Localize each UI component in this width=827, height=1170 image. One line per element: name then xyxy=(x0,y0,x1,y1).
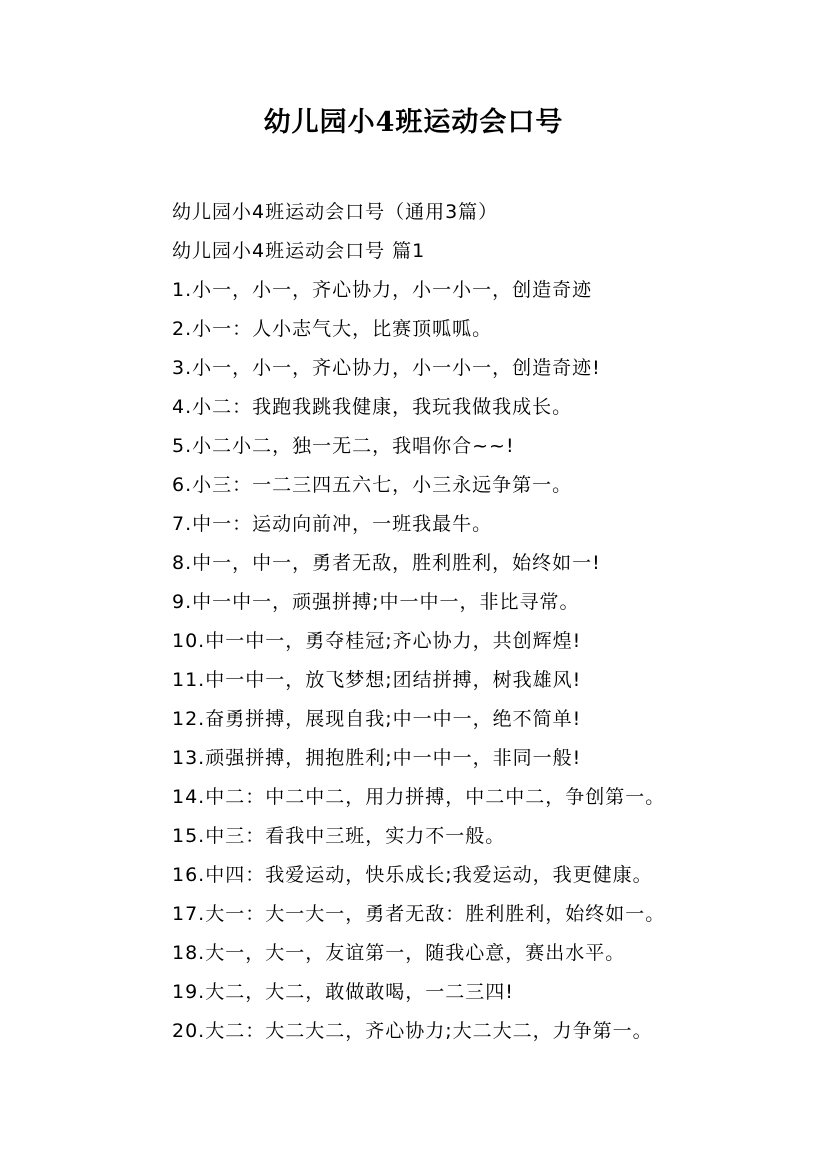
slogan-line: 4.小二：我跑我跳我健康，我玩我做我成长。 xyxy=(172,396,573,418)
slogan-line: 15.中三：看我中三班，实力不一般。 xyxy=(172,825,506,847)
slogan-line: 10.中一中一，勇夺桂冠;齐心协力，共创辉煌! xyxy=(172,630,582,652)
slogan-line: 6.小三：一二三四五六七，小三永远争第一。 xyxy=(172,474,573,496)
slogan-line: 20.大二：大二大二，齐心协力;大二大二，力争第一。 xyxy=(172,1020,653,1042)
slogan-line: 8.中一，中一，勇者无敌，胜利胜利，始终如一! xyxy=(172,552,601,574)
slogan-line: 1.小一，小一，齐心协力，小一小一，创造奇迹 xyxy=(172,279,593,301)
section-heading: 幼儿园小4班运动会口号 篇1 xyxy=(172,240,426,262)
slogan-line: 11.中一中一，放飞梦想;团结拼搏，树我雄风! xyxy=(172,669,582,691)
slogan-line: 2.小一：人小志气大，比赛顶呱呱。 xyxy=(172,318,493,340)
slogan-line: 9.中一中一，顽强拼搏;中一中一，非比寻常。 xyxy=(172,591,580,613)
slogan-line: 17.大一：大一大一，勇者无敌：胜利胜利，始终如一。 xyxy=(172,903,666,925)
slogan-line: 7.中一：运动向前冲，一班我最牛。 xyxy=(172,513,493,535)
slogan-line: 5.小二小二，独一无二，我唱你合~~! xyxy=(172,435,515,457)
slogan-line: 12.奋勇拼搏，展现自我;中一中一，绝不简单! xyxy=(172,708,582,730)
document-subtitle: 幼儿园小4班运动会口号（通用3篇） xyxy=(172,201,499,223)
slogan-line: 19.大二，大二，敢做敢喝，一二三四! xyxy=(172,981,514,1003)
slogan-line: 13.顽强拼搏，拥抱胜利;中一中一，非同一般! xyxy=(172,747,582,769)
slogan-line: 14.中二：中二中二，用力拼搏，中二中二，争创第一。 xyxy=(172,786,666,808)
slogan-line: 18.大一，大一，友谊第一，随我心意，赛出水平。 xyxy=(172,942,626,964)
slogan-line: 3.小一，小一，齐心协力，小一小一，创造奇迹! xyxy=(172,357,601,379)
document-title: 幼儿园小4班运动会口号 xyxy=(263,107,564,138)
slogan-line: 16.中四：我爱运动，快乐成长;我爱运动，我更健康。 xyxy=(172,864,653,886)
document-body xyxy=(172,193,772,1051)
